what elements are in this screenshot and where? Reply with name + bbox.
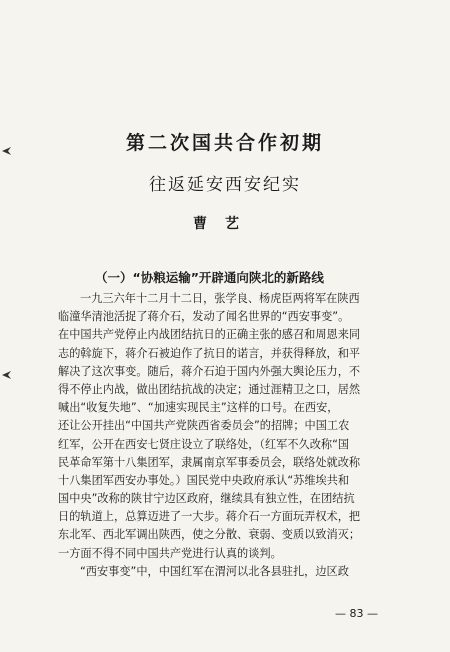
text-line: 十八集团军西安办事处。）国民党中央政府承认“苏维埃共和 <box>58 473 350 487</box>
text-line: 东北军、西北军调出陕西，使之分散、衰弱、变质以致消灭； <box>58 528 361 542</box>
section-heading: （一）“协粮运输”开辟通向陕北的新路线 <box>95 270 324 285</box>
text-line: 在中国共产党停止内战团结抗日的正确主张的感召和周恩来同 <box>58 328 361 342</box>
text-line: 志的斡旋下，蒋介石被迫作了抗日的诺言，并获得释放，和平 <box>58 346 361 360</box>
text-line: 民革命军第十八集团军，隶属南京军事委员会，联络处就改称 <box>58 455 361 469</box>
text-line: 喊出“收复失地”、“加速实现民主”这样的口号。在西安， <box>58 401 339 415</box>
body-text <box>58 290 410 581</box>
text-line: 还让公开挂出“中国共产党陕西省委员会”的招牌；中国工农 <box>58 419 350 433</box>
page-number: — 83 — <box>335 607 378 620</box>
margin-mark-icon <box>2 370 12 380</box>
text-line: 临潼华清池活捉了蒋介石，发动了闻名世界的“西安事变”。 <box>58 310 350 324</box>
text-line: 解决了这次事变。随后，蒋介石迫于国内外强大舆论压力，不 <box>58 364 361 378</box>
author-name: 曹艺 <box>193 216 257 232</box>
text-line: 红军，公开在西安七贤庄设立了联络处，（红军不久改称“国 <box>58 437 350 451</box>
text-line: 得不停止内战，做出团结抗战的决定；通过涯精卫之口，居然 <box>58 382 361 396</box>
text-line: 国中央”改称的陕甘宁边区政府，继续具有独立性，在团结抗 <box>58 492 355 506</box>
page-title: 第二次国共合作初期 <box>125 132 324 154</box>
text-line: 一方面不得不同中国共产党进行认真的谈判。 <box>58 546 282 560</box>
text-line: 日的轨道上，总算迈进了一大步。蒋介石一方面玩弄权术，把 <box>58 510 361 524</box>
text-line: 一九三六年十二月十二日，张学良、杨虎臣两将军在陕西 <box>80 292 360 305</box>
page-subtitle: 往返延安西安纪实 <box>149 175 301 195</box>
text-line: “西安事变”中，中国红军在渭河以北各县驻扎，边区政 <box>80 564 349 578</box>
